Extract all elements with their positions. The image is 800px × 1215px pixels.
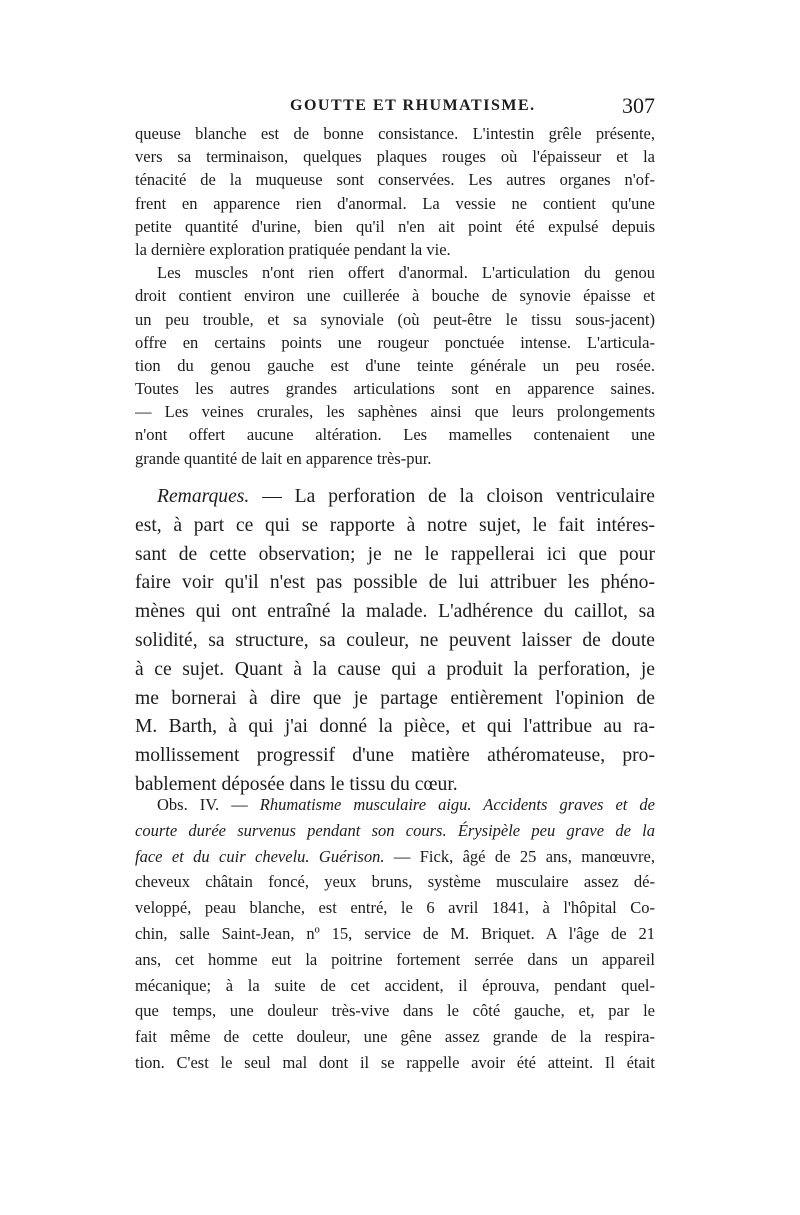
text-line: ténacité de la muqueuse sont conservées. Les autres organes n'of- (135, 170, 655, 190)
text-line: bablement déposée dans le tissu du cœur. (135, 773, 458, 795)
observation-title: Rhumatisme musculaire aigu. Accidents graves et de (259, 795, 655, 814)
text-line: à ce sujet. Quant à la cause qui a produit la perforation, je (135, 658, 655, 680)
text-line: tion du genou gauche est d'une teinte générale un peu rosée. (135, 355, 655, 375)
observation-label: Obs. IV. (157, 795, 220, 814)
text-line: offre en certains points une rougeur ponctuée intense. L'articula- (135, 332, 655, 352)
text-line: la dernière exploration pratiquée pendant la vie. (135, 239, 451, 259)
text-line: un peu trouble, et sa synoviale (où peut-être le tissu sous-jacent) (135, 309, 655, 329)
text-line: M. Barth, à qui j'ai donné la pièce, et qui l'attribue au ra- (135, 716, 655, 738)
text-line: — Les veines crurales, les saphènes ainsi que leurs prolongements (135, 402, 655, 422)
text-line: Toutes les autres grandes articulations sont en apparence saines. (135, 379, 655, 399)
text-line: petite quantité d'urine, bien qu'il n'en ait point été expulsé depuis (135, 216, 655, 236)
text-run: — La perforation de la cloison ventriculaire (249, 486, 655, 507)
text-line: fait même de cette douleur, une gêne assez grande de la respira- (135, 1027, 655, 1047)
text-line: droit contient environ une cuillerée à bouche de synovie épaisse et (135, 286, 655, 306)
text-line (135, 844, 655, 870)
text-line: sant de cette observation; je ne le rappellerai ici que pour (135, 543, 655, 565)
text-run: — Fick, âgé de 25 ans, manœuvre, (384, 846, 655, 866)
text-line: solidité, sa structure, sa couleur, ne peuvent laisser de doute (135, 629, 655, 651)
text-line (135, 792, 655, 818)
text-line: mécanique; à la suite de cet accident, il éprouva, pendant quel- (135, 975, 655, 995)
text-line: n'ont offert aucune altération. Les mamelles contenaient une (135, 425, 655, 445)
remarques-paragraph (135, 483, 655, 800)
text-line: faire voir qu'il n'est pas possible de lui attribuer les phéno- (135, 572, 655, 594)
text-line: grande quantité de lait en apparence très-pur. (135, 448, 432, 468)
running-title: GOUTTE ET RHUMATISME. (290, 97, 536, 114)
text-line: que temps, une douleur très-vive dans le côté gauche, et, par le (135, 1001, 655, 1021)
observation-iv-paragraph (135, 792, 655, 1076)
text-line: veloppé, peau blanche, est entré, le 6 avril 1841, à l'hôpital Co- (135, 898, 655, 918)
autopsy-paragraphs (135, 122, 655, 470)
text-line: frent en apparence rien d'anormal. La vessie ne contient qu'une (135, 193, 655, 213)
text-line: est, à part ce qui se rapporte à notre sujet, le fait intéres- (135, 514, 655, 536)
text-run: — (219, 795, 260, 814)
text-line: tion. C'est le seul mal dont il se rappelle avoir été atteint. Il était (135, 1052, 655, 1072)
text-line: chin, salle Saint-Jean, nº 15, service de M. Briquet. A l'âge de 21 (135, 923, 655, 943)
text-line: vers sa terminaison, quelques plaques rouges où l'épaisseur et la (135, 147, 655, 167)
text-line: me bornerai à dire que je partage entièrement l'opinion de (135, 687, 655, 709)
page-number: 307 (622, 93, 655, 118)
observation-title: face et du cuir chevelu. Guérison. (135, 846, 385, 866)
text-line: ans, cet homme eut la poitrine fortement serrée dans un appareil (135, 949, 655, 969)
text-line (135, 818, 655, 844)
text-line: mènes qui ont entraîné la malade. L'adhérence du caillot, sa (135, 601, 655, 623)
page-header (135, 93, 655, 123)
remarques-label: Remarques. (157, 486, 250, 507)
observation-title: courte durée survenus pendant son cours. Érysipèle peu grave de la (135, 820, 655, 840)
text-line (135, 483, 655, 512)
text-line: mollissement progressif d'une matière athéromateuse, pro- (135, 745, 655, 767)
text-line: queuse blanche est de bonne consistance. L'intestin grêle présente, (135, 124, 655, 143)
text-line: cheveux châtain foncé, yeux bruns, système musculaire assez dé- (135, 872, 655, 892)
text-line: Les muscles n'ont rien offert d'anormal. L'articulation du genou (157, 263, 655, 283)
